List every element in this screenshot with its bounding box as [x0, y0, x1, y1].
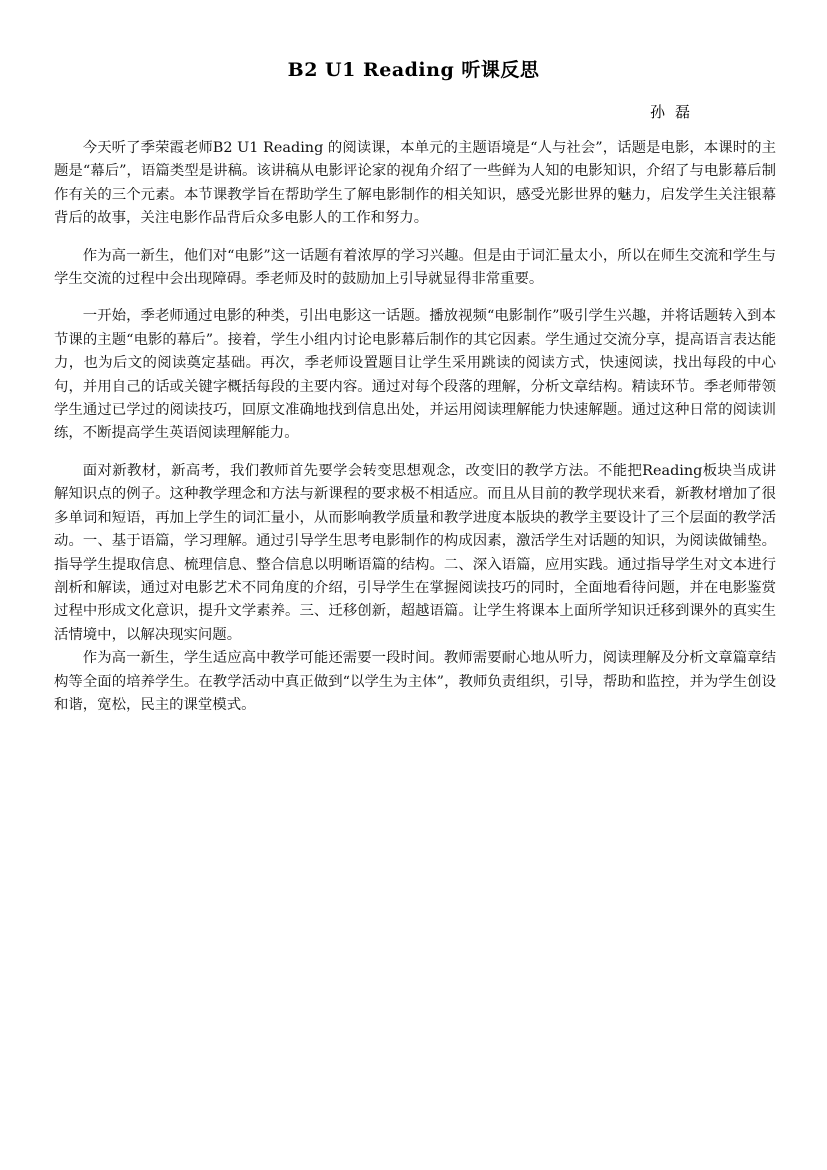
document-body: [54, 137, 776, 717]
document-title: B2 U1 Reading 听课反思: [287, 59, 540, 81]
paragraph-intro: 今天听了季荣霞老师B2 U1 Reading 的阅读课，本单元的主题语境是“人与社会”，话题是电影，本课时的主题是“幕后”，语篇类型是讲稿。该讲稿从电影评论家的视角介绍了一些鲜为人知的电影知识，介绍了与电影幕后制作有关的三个元素。本节课教学旨在帮助学生了解电影制作的相关知识，感受光影世界的魅力，启发学生关注银幕背后的故事，关注电影作品背后众多电影人的工作和努力。: [54, 140, 776, 227]
paragraph-students: 作为高一新生，他们对“电影”这一话题有着浓厚的学习兴趣。但是由于词汇量太小，所以在师生交流和学生与学生交流的过程中会出现障碍。季老师及时的鼓励加上引导就显得非常重要。: [54, 247, 776, 288]
paragraph-conclusion: 作为高一新生，学生适应高中教学可能还需要一段时间。教师需要耐心地从听力，阅读理解及分析文章篇章结构等全面的培养学生。在教学活动中真正做到“以学生为主体”，教师负责组织，引导，帮助和监控，并为学生创设和谐，宽松，民主的课堂模式。: [54, 650, 776, 713]
paragraph-reflection: 面对新教材，新高考，我们教师首先要学会转变思想观念，改变旧的教学方法。不能把Reading板块当成讲解知识点的例子。这种教学理念和方法与新课程的要求极不相适应。而且从目前的教学现状来看，新教材增加了很多单词和短语，再加上学生的词汇量小，从而影响教学质量和教学进度本版块的教学主要设计了三个层面的教学活动。一、基于语篇，学习理解。通过引导学生思考电影制作的构成因素，激活学生对话题的知识，为阅读做铺垫。指导学生提取信息、梳理信息、整合信息以明晰语篇的结构。二、深入语篇，应用实践。通过指导学生对文本进行剖析和解读，通过对电影艺术不同角度的介绍，引导学生在掌握阅读技巧的同时，全面地看待问题，并在电影鉴赏过程中形成文化意识，提升文学素养。三、迁移创新，超越语篇。让学生将课本上面所学知识迁移到课外的真实生活情境中，以解决现实问题。: [54, 462, 776, 643]
paragraph-lesson-process: 一开始，季老师通过电影的种类，引出电影这一话题。播放视频“电影制作”吸引学生兴趣，并将话题转入到本节课的主题“电影的幕后”。接着，学生小组内讨论电影幕后制作的其它因素。学生通过交流分享，提高语言表达能力，也为后文的阅读奠定基础。再次，季老师设置题目让学生采用跳读的阅读方式，快速阅读，找出每段的中心句，并用自己的话或关键字概括每段的主要内容。通过对每个段落的理解，分析文章结构。精读环节。季老师带领学生通过已学过的阅读技巧，回原文准确地找到信息出处，并运用阅读理解能力快速解题。通过这种日常的阅读训练，不断提高学生英语阅读理解能力。: [54, 308, 776, 442]
document-author: 孙磊: [649, 103, 700, 121]
